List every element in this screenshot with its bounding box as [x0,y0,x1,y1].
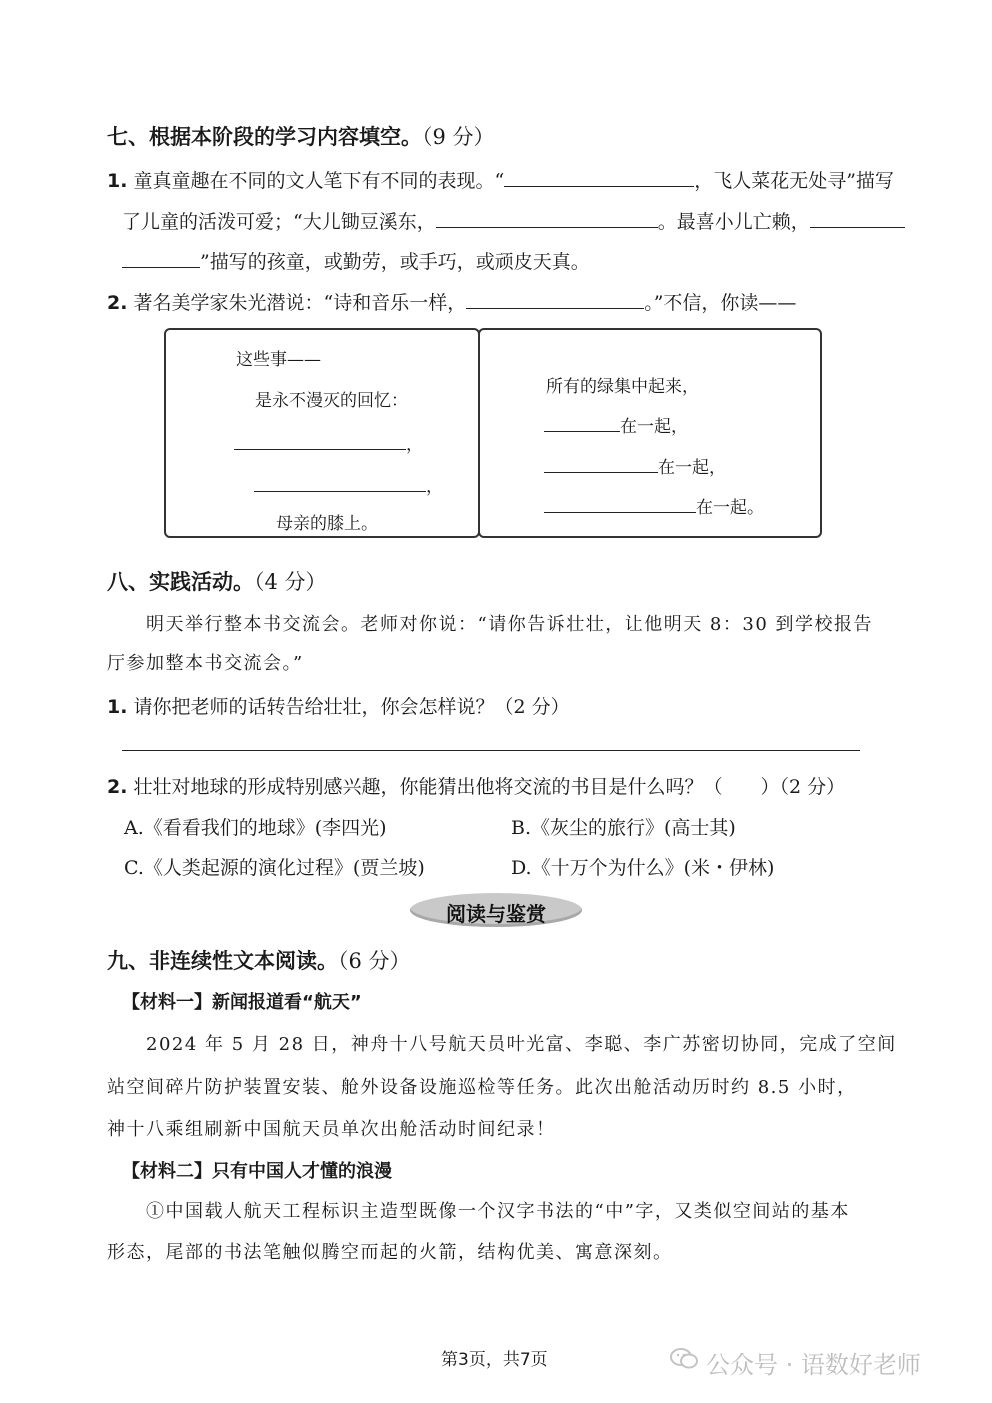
section9-heading [107,945,411,975]
poem-right-line4 [544,493,764,518]
poem-left-blank-1[interactable] [234,431,406,450]
s7-q1-text-e: ”描写的孩童，或勤劳，或手巧，或顽皮天真。 [200,251,590,273]
section8-heading [107,566,327,596]
s7-q2-number: 2. [107,292,128,314]
s7-q2-blank[interactable] [466,290,644,309]
s8-option-c[interactable]: C.《人类起源的演化过程》(贾兰坡) [124,857,425,879]
s8-q2-number: 2. [107,776,128,798]
poem-right-blank-2[interactable] [544,454,658,473]
s8-option-b[interactable]: B.《灰尘的旅行》(高士其) [511,817,736,839]
material2-para-1: ①中国载人航天工程标识主造型既像一个汉字书法的“中”字，又类似空间站的基本 [146,1201,850,1222]
section7-heading [107,121,495,151]
s7-q2-line [107,288,796,315]
material1-para-2: 站空间碎片防护装置安装、舱外设备设施巡检等任务。此次出舱活动历时约 8.5 小时， [107,1077,857,1098]
watermark-text: 公众号 · 语数好老师 [706,1351,921,1379]
s8-option-a[interactable]: A.《看看我们的地球》(李四光) [124,817,387,839]
material2-title: 【材料二】只有中国人才懂的浪漫 [122,1161,392,1182]
poem-right-blank-3[interactable] [544,494,696,513]
s8-q1-text: 请你把老师的话转告给壮壮，你会怎样说？（2 分） [133,696,570,718]
s8-q1 [107,692,570,719]
s7-q2-text-b: 。”不信，你读—— [644,292,797,314]
s7-q1-blank-3[interactable] [810,209,905,228]
material1-para-1: 2024 年 5 月 28 日，神舟十八号航天员叶光富、李聪、李广苏密切协同，完成了空间 [146,1034,897,1055]
poem-left-line1: 这些事—— [236,350,321,370]
material1-para-3: 神十八乘组刷新中国航天员单次出舱活动时间纪录！ [107,1119,556,1140]
s8-q2-text: 壮壮对地球的形成特别感兴趣，你能猜出他将交流的书目是什么吗？（ ）（2 分） [133,776,846,798]
s7-q1-line1 [107,166,894,193]
s7-q1-text-b: ，飞人菜花无处寻”描写 [694,170,894,192]
s8-q1-answer-line[interactable] [122,750,860,751]
section7-points: （9 分） [422,125,495,149]
s7-q1-blank-4[interactable] [122,249,200,268]
poem-left-blank-2[interactable] [254,473,426,492]
poem-right-text-3: 在一起， [658,458,726,478]
section7-title: 七、根据本阶段的学习内容填空。 [107,125,422,149]
section9-title: 九、非连续性文本阅读。 [107,949,338,973]
poem-left-line5: 母亲的膝上。 [276,514,378,534]
s8-q2 [107,772,845,799]
poem-right-line3 [544,453,726,478]
poem-left-line2: 是永不漫灭的回忆： [255,391,408,411]
section8-intro-1: 明天举行整本书交流会。老师对你说：“请你告诉壮壮，让他明天 8：30 到学校报告 [146,614,873,635]
poem-left-comma-1: ， [406,435,423,455]
section8-points: （4 分） [254,570,327,594]
section8-intro-2: 厅参加整本书交流会。” [107,653,304,674]
reading-banner [410,893,582,927]
poem-left-line3 [234,430,423,455]
reading-banner-label: 阅读与鉴赏 [446,902,546,926]
s7-q1-text-a: 童真童趣在不同的文人笔下有不同的表现。“ [133,170,505,192]
s7-q1-blank-2[interactable] [436,209,658,228]
section9-points: （6 分） [338,949,411,973]
poem-right-line1: 所有的绿集中起来， [546,377,699,397]
poem-left-line4 [254,472,443,497]
poem-right-text-4: 在一起。 [696,498,764,518]
section8-title: 八、实践活动。 [107,570,254,594]
poem-left-comma-2: ， [426,477,443,497]
s7-q1-blank-1[interactable] [504,168,694,187]
s8-option-d[interactable]: D.《十万个为什么》(米・伊林) [511,857,775,879]
s7-q1-line3 [122,247,590,274]
wechat-icon [669,1346,699,1372]
s7-q1-number: 1. [107,170,128,192]
poem-right-text-2: 在一起， [620,417,688,437]
poem-right-blank-1[interactable] [544,413,620,432]
s7-q1-text-c: 了儿童的活泼可爱；“大儿锄豆溪东， [122,211,436,233]
s7-q2-text-a: 著名美学家朱光潜说：“诗和音乐一样， [133,292,467,314]
material1-title: 【材料一】新闻报道看“航天” [122,992,362,1013]
s7-q1-text-d: 。最喜小儿亡赖， [657,211,810,233]
poem-right-line2 [544,412,688,437]
s8-q1-number: 1. [107,696,128,718]
material2-para-2: 形态，尾部的书法笔触似腾空而起的火箭，结构优美、寓意深刻。 [107,1242,673,1263]
s7-q1-line2 [122,207,905,234]
page-number: 第3页，共7页 [441,1350,548,1370]
